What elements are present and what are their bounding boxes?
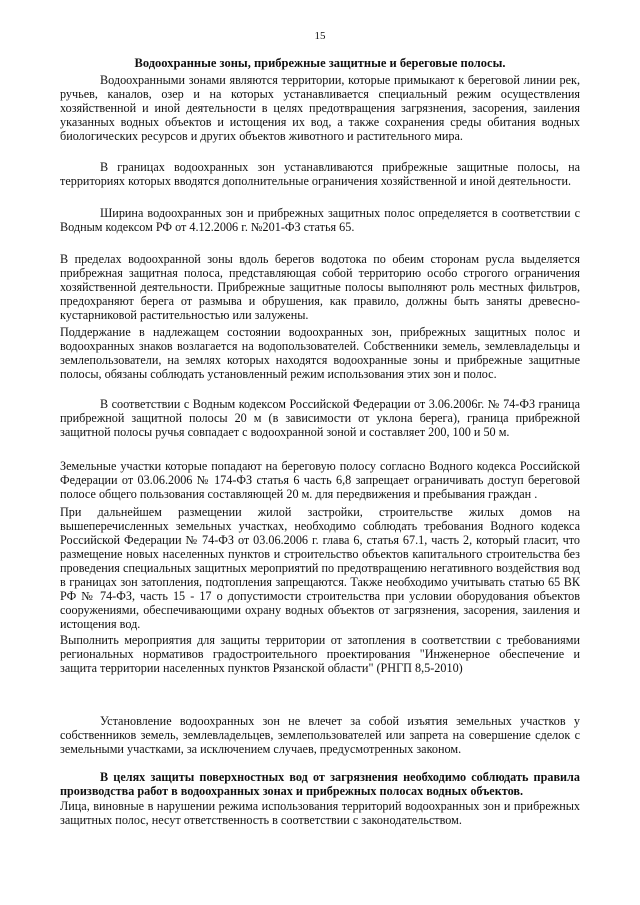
paragraph-construction-requirements: При дальнейшем размещении жилой застройки, строительстве жилых домов на вышеперечисленных земельных участках, необходимо соблюдать требования Водного кодекса Российской Федерации № 74-ФЗ от 03.06.2006 г. глава 6, статья 67.1, часть 2, который гласит, что размещение новых населенных пунктов и строительство объектов капитального строительства без проведения специальных защитных мероприятий по предотвращению негативного воздействия вод в границах зон затопления, подтопления запрещаются. Также необходимо учитывать статью 65 ВК РФ № 74-ФЗ, часть 15 - 17 о допустимости строительства при условии оборудования объектов сооружениями, обеспечивающими охрану водных объектов от загрязнения, засорения, заиления и истощения вод.: [60, 505, 580, 631]
page-number: 15: [314, 30, 326, 42]
paragraph-zone-width: Ширина водоохранных зон и прибрежных защитных полос определяется в соответствии с Водным кодексом РФ от 4.12.2006 г. №201-ФЗ статья 65.: [60, 206, 580, 234]
paragraph-land-plots: Земельные участки которые попадают на береговую полосу согласно Водного кодекса Российской Федерации от 03.06.2006 № 174-ФЗ статья 6 часть 6,8 запрещает ограничивать доступ береговой полосе общего пользования составляющей 20 м. для передвижения и пребывания граждан .: [60, 459, 580, 501]
paragraph-liability: Лица, виновные в нарушении режима использования территорий водоохранных зон и прибрежных защитных полос, несут ответственность в соответствии с законодательством.: [60, 799, 580, 827]
paragraph-flood-protection: Выполнить мероприятия для защиты территории от затопления в соответствии с требованиями региональных нормативов градостроительного проектирования "Инженерное обеспечение и защита территории населенных пунктов Рязанской области" (РНГП 8,5-2010): [60, 633, 580, 675]
paragraph-coastal-strips: В границах водоохранных зон устанавливаются прибрежные защитные полосы, на территориях которых вводятся дополнительные ограничения хозяйственной и иной деятельности.: [60, 160, 580, 188]
paragraph-water-code-boundary: В соответствии с Водным кодексом Российской Федерации от 3.06.2006г. № 74-ФЗ граница прибрежной защитной полосы 20 м (в зависимости от уклона берега), граница прибрежной защитной полосы ручья совпадает с водоохранной зоной и составляет 200, 100 и 50 м.: [60, 397, 580, 439]
section-heading: Водоохранные зоны, прибрежные защитные и береговые полосы.: [134, 56, 506, 70]
paragraph-work-rules: В целях защиты поверхностных вод от загрязнения необходимо соблюдать правила производства работ в водоохранных зонах и прибрежных полосах водных объектов.: [60, 770, 580, 798]
paragraph-protective-strip: В пределах водоохранной зоны вдоль берегов водотока по обеим сторонам русла выделяется прибрежная защитная полоса, представляющая собой территорию особо строгого ограничения хозяйственной деятельности. Прибрежные защитные полосы выполняют роль местных фильтров, предохраняют берега от размыва и обрушения, как правило, должны быть заняты древесно-кустарниковой растительностью или залужены.: [60, 252, 580, 322]
paragraph-land-ownership: Установление водоохранных зон не влечет за собой изъятия земельных участков у собственников земель, землевладельцев, землепользователей или запрета на совершение сделок с земельными участками, за исключением случаев, предусмотренных законом.: [60, 714, 580, 756]
paragraph-water-protection-zones: Водоохранными зонами являются территории, которые примыкают к береговой линии рек, ручьев, каналов, озер и на которых устанавливается специальный режим осуществления хозяйственной и иной деятельности в целях предотвращения загрязнения, засорения, заиления указанных водных объектов и истощения их вод, а также сохранения среды обитания водных биологических ресурсов и других объектов животного и растительного мира.: [60, 73, 580, 143]
paragraph-maintenance: Поддержание в надлежащем состоянии водоохранных зон, прибрежных защитных полос и водоохранных знаков возлагается на водопользователей. Собственники земель, землевладельцы и землепользователи, на землях которых находятся водоохранные зоны и прибрежные защитные полосы, обязаны соблюдать установленный режим использования этих зон и полос.: [60, 325, 580, 381]
